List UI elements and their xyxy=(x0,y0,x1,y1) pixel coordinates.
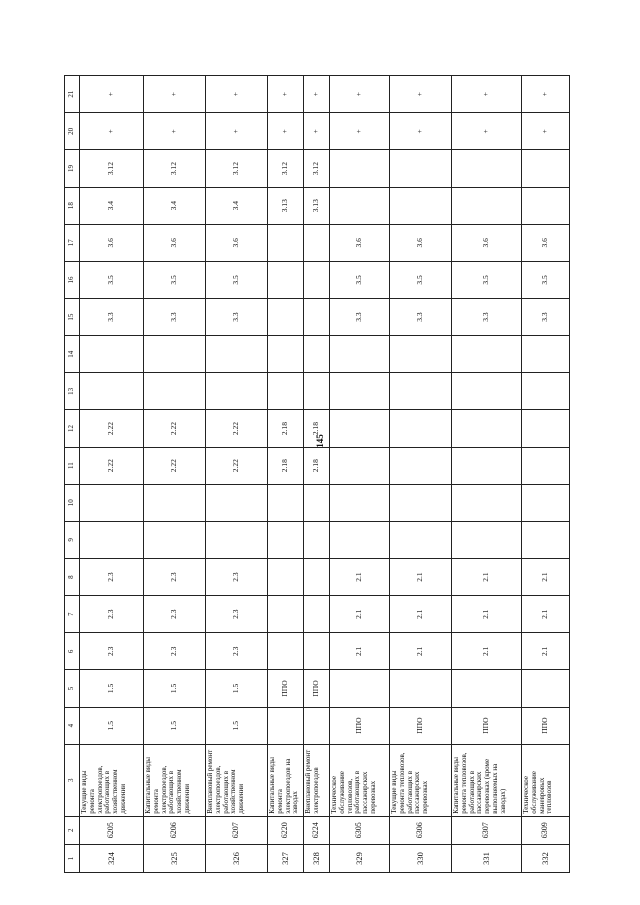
code-cell: 6220 xyxy=(268,816,304,844)
value-cell: 3.6 xyxy=(144,224,206,261)
value-cell xyxy=(304,373,330,410)
value-cell xyxy=(304,336,330,373)
value-cell: + xyxy=(80,113,144,150)
value-cell: 3.6 xyxy=(80,224,144,261)
value-cell xyxy=(452,521,522,558)
value-cell: + xyxy=(390,113,452,150)
value-cell xyxy=(522,484,570,521)
value-cell: 2.1 xyxy=(390,558,452,595)
value-cell: 3.6 xyxy=(522,224,570,261)
value-cell: 2.1 xyxy=(452,633,522,670)
value-cell: 2.22 xyxy=(206,410,268,447)
table-row xyxy=(304,76,330,873)
table-container xyxy=(64,75,554,873)
value-cell xyxy=(522,187,570,224)
description-cell: Техническое обслуживание маневровых тепловозов xyxy=(522,744,570,816)
value-cell: 2.22 xyxy=(206,447,268,484)
value-cell xyxy=(522,150,570,187)
value-cell xyxy=(268,484,304,521)
data-table xyxy=(64,75,570,873)
value-cell: 3.3 xyxy=(330,299,390,336)
value-cell xyxy=(452,150,522,187)
value-cell: 2.1 xyxy=(390,633,452,670)
column-header: 1 xyxy=(65,844,80,872)
value-cell xyxy=(452,410,522,447)
value-cell: 2.3 xyxy=(80,633,144,670)
code-cell: 6224 xyxy=(304,816,330,844)
value-cell: 2.22 xyxy=(80,447,144,484)
value-cell: 3.6 xyxy=(452,224,522,261)
value-cell: 2.1 xyxy=(330,633,390,670)
value-cell: + xyxy=(80,76,144,113)
value-cell: 3.12 xyxy=(80,150,144,187)
value-cell: + xyxy=(330,113,390,150)
value-cell xyxy=(304,261,330,298)
value-cell: ППО xyxy=(330,707,390,744)
value-cell: 1.5 xyxy=(206,670,268,707)
value-cell xyxy=(330,670,390,707)
value-cell: 2.1 xyxy=(522,558,570,595)
value-cell xyxy=(268,707,304,744)
column-header: 14 xyxy=(65,336,80,373)
value-cell xyxy=(390,521,452,558)
table-row xyxy=(390,76,452,873)
value-cell: 2.1 xyxy=(330,596,390,633)
value-cell xyxy=(390,447,452,484)
value-cell: 1.5 xyxy=(144,670,206,707)
value-cell: 1.5 xyxy=(206,707,268,744)
value-cell: + xyxy=(304,76,330,113)
value-cell: 2.3 xyxy=(144,558,206,595)
value-cell: + xyxy=(206,76,268,113)
value-cell: 2.3 xyxy=(144,633,206,670)
value-cell: 3.4 xyxy=(144,187,206,224)
value-cell: 3.12 xyxy=(304,150,330,187)
value-cell xyxy=(304,224,330,261)
value-cell xyxy=(452,187,522,224)
value-cell: 3.5 xyxy=(522,261,570,298)
description-cell: Внеплановый ремонт электропоездов, работающих в хозяйственном движении xyxy=(206,744,268,816)
value-cell xyxy=(268,336,304,373)
value-cell: ППО xyxy=(452,707,522,744)
value-cell xyxy=(330,447,390,484)
column-header: 10 xyxy=(65,484,80,521)
value-cell xyxy=(304,299,330,336)
value-cell xyxy=(304,707,330,744)
value-cell: + xyxy=(144,113,206,150)
page-number: 145 xyxy=(315,434,325,448)
value-cell: 3.3 xyxy=(206,299,268,336)
column-header: 12 xyxy=(65,410,80,447)
value-cell xyxy=(80,373,144,410)
value-cell xyxy=(206,373,268,410)
value-cell xyxy=(304,596,330,633)
value-cell: 2.1 xyxy=(452,596,522,633)
value-cell xyxy=(522,410,570,447)
value-cell xyxy=(144,484,206,521)
code-cell: 6206 xyxy=(144,816,206,844)
column-header: 21 xyxy=(65,76,80,113)
value-cell: 3.5 xyxy=(80,261,144,298)
value-cell xyxy=(522,447,570,484)
value-cell: 2.18 xyxy=(268,410,304,447)
description-cell: Капитальные виды ремонта электропоездов, работающих в хозяйственном движении xyxy=(144,744,206,816)
value-cell: 2.3 xyxy=(80,558,144,595)
value-cell: 3.3 xyxy=(144,299,206,336)
value-cell: 3.6 xyxy=(206,224,268,261)
column-header: 8 xyxy=(65,558,80,595)
value-cell xyxy=(522,336,570,373)
value-cell: 2.3 xyxy=(206,596,268,633)
code-cell: 6207 xyxy=(206,816,268,844)
value-cell xyxy=(144,521,206,558)
value-cell xyxy=(330,484,390,521)
description-cell: Капитальные виды ремонта тепловозов, работающих в пассажирских перевозках (кроме выполняемых на заводах) xyxy=(452,744,522,816)
value-cell: 2.18 xyxy=(304,447,330,484)
value-cell: 3.6 xyxy=(330,224,390,261)
column-header: 6 xyxy=(65,633,80,670)
value-cell xyxy=(522,521,570,558)
value-cell xyxy=(304,633,330,670)
value-cell xyxy=(330,187,390,224)
column-header: 4 xyxy=(65,707,80,744)
value-cell xyxy=(390,373,452,410)
value-cell: 3.13 xyxy=(268,187,304,224)
value-cell xyxy=(268,261,304,298)
value-cell xyxy=(330,336,390,373)
table-row xyxy=(206,76,268,873)
value-cell xyxy=(268,521,304,558)
column-header: 11 xyxy=(65,447,80,484)
value-cell xyxy=(390,670,452,707)
value-cell: 2.22 xyxy=(144,447,206,484)
code-cell: 6309 xyxy=(522,816,570,844)
description-cell: Капитальные виды ремонта электропоездов на заводах xyxy=(268,744,304,816)
value-cell xyxy=(390,410,452,447)
value-cell: 3.4 xyxy=(80,187,144,224)
value-cell: + xyxy=(452,113,522,150)
value-cell: ППО xyxy=(390,707,452,744)
value-cell: 2.18 xyxy=(268,447,304,484)
value-cell xyxy=(304,484,330,521)
value-cell xyxy=(80,521,144,558)
value-cell: + xyxy=(522,76,570,113)
row-number-cell: 326 xyxy=(206,844,268,872)
value-cell: 2.3 xyxy=(80,596,144,633)
column-header: 17 xyxy=(65,224,80,261)
value-cell: 2.1 xyxy=(330,558,390,595)
value-cell: 3.3 xyxy=(390,299,452,336)
value-cell: + xyxy=(206,113,268,150)
value-cell: + xyxy=(268,113,304,150)
value-cell xyxy=(206,521,268,558)
header-row xyxy=(65,76,80,873)
code-cell: 6305 xyxy=(330,816,390,844)
value-cell: ППО xyxy=(304,670,330,707)
value-cell: 2.1 xyxy=(522,633,570,670)
value-cell: 3.3 xyxy=(522,299,570,336)
value-cell xyxy=(452,447,522,484)
row-number-cell: 330 xyxy=(390,844,452,872)
description-cell: Техническое обслуживание тепловозов, работающих в пассажирских перевозках xyxy=(330,744,390,816)
value-cell: 1.5 xyxy=(144,707,206,744)
value-cell xyxy=(144,373,206,410)
value-cell xyxy=(452,373,522,410)
value-cell: 3.3 xyxy=(452,299,522,336)
value-cell: ППО xyxy=(522,707,570,744)
column-header: 18 xyxy=(65,187,80,224)
value-cell: 2.1 xyxy=(452,558,522,595)
value-cell xyxy=(522,670,570,707)
value-cell: 3.5 xyxy=(206,261,268,298)
column-header: 16 xyxy=(65,261,80,298)
value-cell: 2.18 xyxy=(304,410,330,447)
value-cell xyxy=(80,484,144,521)
value-cell: 2.22 xyxy=(144,410,206,447)
value-cell: + xyxy=(144,76,206,113)
column-header: 5 xyxy=(65,670,80,707)
value-cell: 2.3 xyxy=(144,596,206,633)
code-cell: 6205 xyxy=(80,816,144,844)
value-cell: 3.12 xyxy=(206,150,268,187)
row-number-cell: 332 xyxy=(522,844,570,872)
value-cell xyxy=(390,150,452,187)
table-row xyxy=(268,76,304,873)
value-cell: 3.13 xyxy=(304,187,330,224)
value-cell: + xyxy=(522,113,570,150)
row-number-cell: 324 xyxy=(80,844,144,872)
value-cell xyxy=(330,521,390,558)
value-cell: 3.5 xyxy=(390,261,452,298)
table-row xyxy=(80,76,144,873)
value-cell xyxy=(522,373,570,410)
value-cell xyxy=(390,187,452,224)
value-cell xyxy=(452,336,522,373)
code-cell: 6307 xyxy=(452,816,522,844)
value-cell xyxy=(206,336,268,373)
value-cell: 2.22 xyxy=(80,410,144,447)
value-cell xyxy=(268,299,304,336)
value-cell xyxy=(452,670,522,707)
value-cell: 2.1 xyxy=(390,596,452,633)
value-cell xyxy=(390,336,452,373)
value-cell xyxy=(206,484,268,521)
column-header: 9 xyxy=(65,521,80,558)
value-cell xyxy=(304,521,330,558)
description-cell: Текущие виды ремонта электропоездов, работающих в хозяйственном движении xyxy=(80,744,144,816)
value-cell: 2.3 xyxy=(206,558,268,595)
column-header: 3 xyxy=(65,744,80,816)
value-cell: ППО xyxy=(268,670,304,707)
table-row xyxy=(144,76,206,873)
value-cell: 1.5 xyxy=(80,707,144,744)
row-number-cell: 325 xyxy=(144,844,206,872)
value-cell: 3.5 xyxy=(144,261,206,298)
value-cell: 3.3 xyxy=(80,299,144,336)
value-cell: 3.6 xyxy=(390,224,452,261)
value-cell xyxy=(452,484,522,521)
value-cell: + xyxy=(268,76,304,113)
value-cell: 3.12 xyxy=(268,150,304,187)
value-cell xyxy=(268,633,304,670)
value-cell: + xyxy=(304,113,330,150)
column-header: 15 xyxy=(65,299,80,336)
table-row xyxy=(452,76,522,873)
description-cell: Внеплановый ремонт электропоездов xyxy=(304,744,330,816)
code-cell: 6306 xyxy=(390,816,452,844)
row-number-cell: 327 xyxy=(268,844,304,872)
column-header: 7 xyxy=(65,596,80,633)
value-cell: 3.5 xyxy=(452,261,522,298)
value-cell xyxy=(390,484,452,521)
value-cell: 3.12 xyxy=(144,150,206,187)
value-cell: + xyxy=(390,76,452,113)
column-header: 20 xyxy=(65,113,80,150)
value-cell xyxy=(144,336,206,373)
table-row xyxy=(522,76,570,873)
value-cell xyxy=(330,373,390,410)
value-cell: + xyxy=(330,76,390,113)
table-row xyxy=(330,76,390,873)
value-cell xyxy=(330,150,390,187)
column-header: 13 xyxy=(65,373,80,410)
value-cell xyxy=(80,336,144,373)
value-cell: 1.5 xyxy=(80,670,144,707)
value-cell xyxy=(268,373,304,410)
value-cell xyxy=(330,410,390,447)
value-cell: 3.5 xyxy=(330,261,390,298)
row-number-cell: 329 xyxy=(330,844,390,872)
column-header: 19 xyxy=(65,150,80,187)
value-cell: 2.1 xyxy=(522,596,570,633)
value-cell: 3.4 xyxy=(206,187,268,224)
value-cell: 2.3 xyxy=(206,633,268,670)
value-cell xyxy=(268,596,304,633)
value-cell: + xyxy=(452,76,522,113)
value-cell xyxy=(268,224,304,261)
value-cell xyxy=(268,558,304,595)
column-header: 2 xyxy=(65,816,80,844)
description-cell: Текущие виды ремонта тепловозов, работающих в пассажирских перевозках xyxy=(390,744,452,816)
row-number-cell: 331 xyxy=(452,844,522,872)
row-number-cell: 328 xyxy=(304,844,330,872)
value-cell xyxy=(304,558,330,595)
